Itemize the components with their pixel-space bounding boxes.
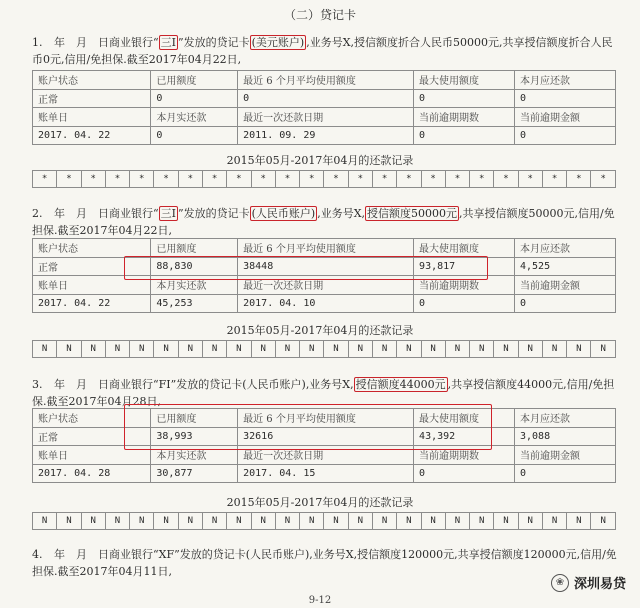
history-cell: N bbox=[518, 341, 542, 358]
history-cell: N bbox=[542, 513, 566, 530]
history-cell: N bbox=[445, 341, 469, 358]
history-cell: N bbox=[567, 341, 591, 358]
card-1-description: 1. 年 月 日商业银行“ 三I ”发放的贷记卡 (美元账户) ,业务号X,授信额度折合人民币50000元,共享授信额度折合人民币0元,信用/免担保.截至2017年04月22日, bbox=[32, 36, 613, 66]
card-2-description: 2. 年 月 日商业银行“ 三I ”发放的贷记卡 (人民币账户) ,业务号X, 授信额度50000元 ,共享授信额度50000元,信用/免担保.截至2017年04月22日, bbox=[32, 207, 615, 237]
currency-highlight: (人民币账户) bbox=[251, 207, 316, 220]
table-row: 正常 38,993 32616 43,392 3,088 bbox=[33, 427, 616, 446]
history-cell: N bbox=[470, 341, 494, 358]
card-2-history-title: 2015年05月-2017年04月的还款记录 bbox=[226, 324, 414, 337]
history-cell: N bbox=[57, 341, 81, 358]
history-cell: N bbox=[275, 341, 299, 358]
credit-limit-highlight: 授信额度50000元 bbox=[367, 207, 458, 220]
table-row bbox=[33, 171, 616, 188]
history-cell: * bbox=[130, 171, 154, 188]
history-cell: N bbox=[81, 513, 105, 530]
card-1-history-title: 2015年05月-2017年04月的还款记录 bbox=[226, 154, 414, 167]
bank-name-highlight: 三I bbox=[160, 207, 176, 220]
history-cell: * bbox=[494, 171, 518, 188]
history-cell: N bbox=[202, 513, 226, 530]
history-cell: * bbox=[154, 171, 178, 188]
history-cell: * bbox=[567, 171, 591, 188]
history-cell: N bbox=[445, 513, 469, 530]
history-cell: N bbox=[421, 341, 445, 358]
card-1-account-table bbox=[32, 70, 616, 145]
history-cell: N bbox=[105, 341, 129, 358]
table-row: 正常 88,830 38448 93,817 4,525 bbox=[33, 257, 616, 276]
history-cell: * bbox=[542, 171, 566, 188]
card-3-history-title: 2015年05月-2017年04月的还款记录 bbox=[226, 496, 414, 509]
history-cell: N bbox=[275, 513, 299, 530]
table-row: 2017. 04. 22 0 2011. 09. 29 0 0 bbox=[33, 126, 616, 145]
history-cell: * bbox=[591, 171, 616, 188]
history-cell: * bbox=[105, 171, 129, 188]
table-row bbox=[33, 513, 616, 530]
history-cell: * bbox=[348, 171, 372, 188]
history-cell: N bbox=[470, 513, 494, 530]
history-cell: N bbox=[300, 513, 324, 530]
history-cell: N bbox=[372, 341, 396, 358]
table-row: 账单日 本月实还款 最近一次还款日期 当前逾期期数 当前逾期金额 bbox=[33, 446, 616, 465]
history-cell: N bbox=[154, 341, 178, 358]
currency-highlight: (美元账户) bbox=[251, 36, 305, 49]
history-cell: N bbox=[57, 513, 81, 530]
history-cell: N bbox=[542, 341, 566, 358]
table-row: 2017. 04. 22 45,253 2017. 04. 10 0 0 bbox=[33, 294, 616, 313]
table-row: 2017. 04. 28 30,877 2017. 04. 15 0 0 bbox=[33, 464, 616, 483]
table-row: 正常 0 0 0 0 bbox=[33, 89, 616, 108]
table-row bbox=[33, 341, 616, 358]
history-cell: * bbox=[178, 171, 202, 188]
history-cell: * bbox=[445, 171, 469, 188]
history-cell: N bbox=[324, 513, 348, 530]
bank-name-highlight: 三I bbox=[160, 36, 176, 49]
history-cell: N bbox=[81, 341, 105, 358]
history-cell: N bbox=[33, 513, 57, 530]
history-cell: N bbox=[421, 513, 445, 530]
wechat-like-icon: ❀ bbox=[551, 574, 569, 592]
page-number: 9-12 bbox=[308, 595, 332, 606]
history-cell: N bbox=[397, 341, 421, 358]
history-cell: N bbox=[494, 341, 518, 358]
history-cell: N bbox=[372, 513, 396, 530]
history-cell: * bbox=[470, 171, 494, 188]
history-cell: * bbox=[421, 171, 445, 188]
history-cell: * bbox=[81, 171, 105, 188]
history-cell: N bbox=[591, 341, 616, 358]
card-2-history-table bbox=[32, 340, 616, 358]
history-cell: * bbox=[372, 171, 396, 188]
card-3-account-table bbox=[32, 408, 616, 483]
history-cell: N bbox=[178, 513, 202, 530]
history-cell: N bbox=[348, 341, 372, 358]
history-cell: N bbox=[518, 513, 542, 530]
watermark-text: 深圳易贷 bbox=[573, 577, 626, 592]
history-cell: N bbox=[324, 341, 348, 358]
history-cell: N bbox=[202, 341, 226, 358]
section-heading: （二）贷记卡 bbox=[283, 8, 356, 22]
table-row: 账户状态 已用额度 最近 6 个月平均使用额度 最大使用额度 本月应还款 bbox=[33, 239, 616, 258]
history-cell: N bbox=[567, 513, 591, 530]
history-cell: N bbox=[397, 513, 421, 530]
history-cell: N bbox=[227, 341, 251, 358]
history-cell: * bbox=[227, 171, 251, 188]
history-cell: * bbox=[300, 171, 324, 188]
history-cell: N bbox=[251, 341, 275, 358]
card-2-account-table bbox=[32, 238, 616, 313]
table-row: 账户状态 已用额度 最近 6 个月平均使用额度 最大使用额度 本月应还款 bbox=[33, 71, 616, 90]
credit-limit-highlight: 授信额度44000元 bbox=[355, 378, 446, 391]
history-cell: N bbox=[33, 341, 57, 358]
history-cell: N bbox=[130, 341, 154, 358]
history-cell: N bbox=[300, 341, 324, 358]
history-cell: N bbox=[591, 513, 616, 530]
card-4-description: 4. 年 月 日商业银行“XF”发放的贷记卡(人民币账户),业务号X,授信额度120000元,共享授信额度120000元,信用/免担保.截至2017年04月11日, bbox=[32, 548, 617, 578]
history-cell: * bbox=[397, 171, 421, 188]
history-cell: * bbox=[202, 171, 226, 188]
history-cell: * bbox=[518, 171, 542, 188]
history-cell: N bbox=[178, 341, 202, 358]
table-row: 账单日 本月实还款 最近一次还款日期 当前逾期期数 当前逾期金额 bbox=[33, 108, 616, 127]
watermark bbox=[551, 573, 626, 592]
card-3-description: 3. 年 月 日商业银行“FI”发放的贷记卡(人民币账户),业务号X, 授信额度44000元 ,共享授信额度44000元,信用/免担保.截至2017年04月28日, bbox=[32, 378, 615, 408]
history-cell: N bbox=[227, 513, 251, 530]
table-row: 账户状态 已用额度 最近 6 个月平均使用额度 最大使用额度 本月应还款 bbox=[33, 409, 616, 428]
history-cell: * bbox=[275, 171, 299, 188]
history-cell: N bbox=[348, 513, 372, 530]
history-cell: * bbox=[57, 171, 81, 188]
card-1-history-table bbox=[32, 170, 616, 188]
table-row: 账单日 本月实还款 最近一次还款日期 当前逾期期数 当前逾期金额 bbox=[33, 276, 616, 295]
history-cell: N bbox=[130, 513, 154, 530]
history-cell: N bbox=[154, 513, 178, 530]
history-cell: N bbox=[105, 513, 129, 530]
history-cell: * bbox=[324, 171, 348, 188]
history-cell: N bbox=[494, 513, 518, 530]
history-cell: * bbox=[251, 171, 275, 188]
history-cell: * bbox=[33, 171, 57, 188]
card-3-history-table bbox=[32, 512, 616, 530]
history-cell: N bbox=[251, 513, 275, 530]
